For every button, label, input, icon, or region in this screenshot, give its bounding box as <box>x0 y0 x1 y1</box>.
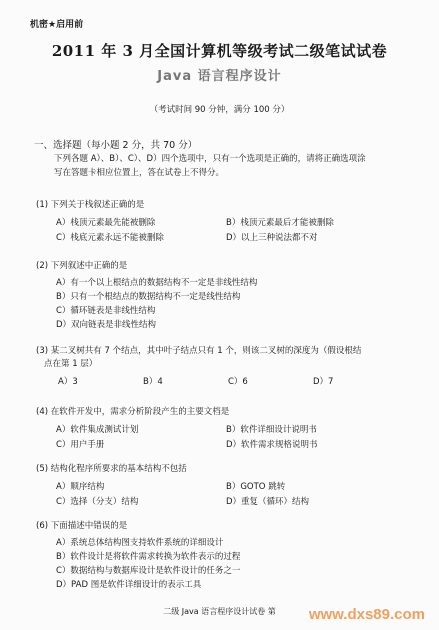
question-5 <box>36 463 416 507</box>
question-2 <box>36 260 416 332</box>
question-number: (3) <box>36 346 49 356</box>
page-subtitle: Java 语言程序设计 <box>157 69 282 84</box>
option-b: B）软件详细设计说明书 <box>226 425 317 435</box>
option-c: C）数据结构与数据库设计是软件设计的任务之一 <box>56 566 241 576</box>
option-a: A）3 <box>58 377 78 387</box>
option-d: D）软件需求规格说明书 <box>226 440 318 450</box>
section-heading: 一、选择题（每小题 2 分，共 70 分） <box>34 140 198 151</box>
option-b: B）GOTO 跳转 <box>226 482 286 492</box>
option-b: B）4 <box>143 377 163 387</box>
question-number: (6) <box>36 521 49 531</box>
option-a: A）有一个以上根结点的数据结构不一定是非线性结构 <box>56 278 258 288</box>
question-text: 下列叙述中正确的是 <box>50 261 128 271</box>
question-number: (2) <box>36 261 49 271</box>
option-b: B）栈顶元素最后才能被删除 <box>226 218 334 228</box>
page-footer: 二级 Java 语言程序设计试卷 第 <box>163 607 276 616</box>
option-a: A）栈顶元素最先能被删除 <box>56 218 156 228</box>
question-text: 结构化程序所要求的基本结构不包括 <box>50 464 187 474</box>
question-text: 下列关于栈叙述正确的是 <box>50 200 145 210</box>
option-c: C）用户手册 <box>56 440 105 450</box>
question-6 <box>36 520 416 592</box>
option-c: C）栈底元素永远不能被删除 <box>56 233 164 243</box>
confidential-label: 机密★启用前 <box>30 20 84 30</box>
option-d: D）双向链表是非线性结构 <box>56 320 157 330</box>
watermark: www.dxs89.com <box>308 606 425 623</box>
option-a: A）系统总体结构图支持软件系统的详细设计 <box>56 538 224 548</box>
page-title: 2011 年 3 月全国计算机等级考试二级笔试试卷 <box>51 42 388 60</box>
question-text: 下面描述中错误的是 <box>50 521 128 531</box>
question-number: (4) <box>36 407 49 417</box>
option-d: D）以上三种说法都不对 <box>226 233 318 243</box>
option-c: C）6 <box>228 377 248 387</box>
option-a: A）顺序结构 <box>56 482 105 492</box>
option-b: B）只有一个根结点的数据结构不一定是线性结构 <box>56 292 241 302</box>
instruction-line: 写在答题卡相应位置上，答在试卷上不得分。 <box>54 168 225 178</box>
instruction-line: 下列各题 A）、B）、C）、D）四个选项中，只有一个选项是正确的，请将正确选项涂 <box>54 154 366 164</box>
question-4 <box>36 406 416 450</box>
option-d: D）7 <box>313 377 334 387</box>
question-3 <box>36 345 416 387</box>
question-number: (1) <box>36 200 49 210</box>
section-instructions <box>54 152 394 180</box>
question-number: (5) <box>36 464 49 474</box>
option-c: C）选择（分支）结构 <box>56 497 139 507</box>
exam-meta: （考试时间 90 分钟，满分 100 分） <box>149 105 290 115</box>
question-1 <box>36 199 416 243</box>
question-text: 某二叉树共有 7 个结点，其中叶子结点只有 1 个，则该二叉树的深度为（假设根结 <box>50 346 362 356</box>
option-b: B）软件设计是将软件需求转换为软件表示的过程 <box>56 552 241 562</box>
option-c: C）循环链表是非线性结构 <box>56 306 156 316</box>
option-d: D）重复（循环）结构 <box>226 497 310 507</box>
question-text-cont: 点在第 1 层） <box>44 359 98 369</box>
question-text: 在软件开发中，需求分析阶段产生的主要文档是 <box>50 407 230 417</box>
option-d: D）PAD 图是软件详细设计的表示工具 <box>56 580 202 590</box>
option-a: A）软件集成测试计划 <box>56 425 139 435</box>
